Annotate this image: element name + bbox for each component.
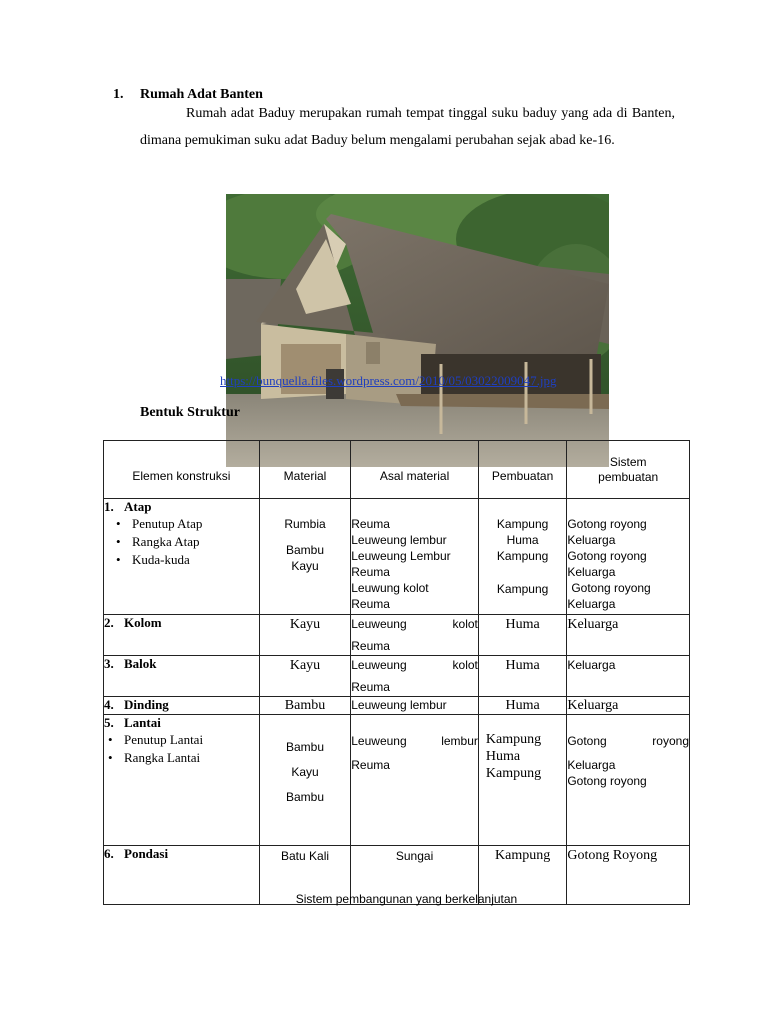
list-item: • Rangka Atap	[116, 533, 259, 551]
cell-material-pondasi: Batu Kali	[259, 846, 350, 905]
cell-material-kolom: Kayu	[259, 615, 350, 656]
cell-material-balok: Kayu	[259, 656, 350, 697]
header-material: Material	[259, 441, 350, 499]
cell-material-lantai: Bambu Kayu Bambu	[259, 715, 350, 846]
cell-sistem-dinding: Keluarga	[567, 697, 690, 715]
header-pembuatan: Pembuatan	[478, 441, 566, 499]
cell-pembuatan-atap: Kampung Huma Kampung Kampung	[478, 499, 566, 615]
cell-material-atap: Rumbia Bambu Kayu	[259, 499, 350, 615]
cell-elemen-balok: 3. Balok	[104, 656, 260, 697]
header-asal-material: Asal material	[351, 441, 479, 499]
cell-pembuatan-lantai: Kampung Huma Kampung	[478, 715, 566, 846]
cell-elemen-atap: 1. Atap • Penutup Atap • Rangka Atap • Kuda-kuda	[104, 499, 260, 615]
intro-paragraph-text: Rumah adat Baduy merupakan rumah tempat tinggal suku baduy yang ada di Banten, dimana pemukiman suku adat Baduy belum mengalami perubahan sejak abad ke-16.	[140, 106, 675, 148]
cell-elemen-pondasi: 6. Pondasi	[104, 846, 260, 905]
cell-material-dinding: Bambu	[259, 697, 350, 715]
cell-pembuatan-balok: Huma	[478, 656, 566, 697]
list-item: • Penutup Atap	[116, 515, 259, 533]
cell-elemen-dinding: 4. Dinding	[104, 697, 260, 715]
cell-asal-dinding: Leuweung lembur	[351, 697, 479, 715]
table-row-dinding	[104, 697, 690, 715]
cell-asal-atap: Reuma Leuweung lembur Leuweung Lembur Reuma Leuwung kolot Reuma	[351, 499, 479, 615]
list-item: • Kuda-kuda	[116, 551, 259, 569]
structure-subheading: Bentuk Struktur	[140, 405, 240, 420]
header-elemen: Elemen konstruksi	[104, 441, 260, 499]
cell-asal-kolom: Leuweung kolot Reuma	[351, 615, 479, 656]
baduy-house-photo	[226, 194, 609, 467]
table-row-lantai	[104, 715, 690, 846]
cell-sistem-pondasi: Gotong Royong	[567, 846, 690, 905]
cell-asal-balok: Leuweung kolot Reuma	[351, 656, 479, 697]
table-row-atap	[104, 499, 690, 615]
cell-sistem-atap: Gotong royong Keluarga Gotong royong Keluarga Gotong royong Keluarga	[567, 499, 690, 615]
cell-pembuatan-pondasi: Kampung	[478, 846, 566, 905]
header-sistem-pembuatan: Sistem pembuatan	[567, 441, 690, 499]
table-header-row	[104, 441, 690, 499]
cell-asal-lantai: Leuweung lembur Reuma	[351, 715, 479, 846]
cell-pembuatan-kolom: Huma	[478, 615, 566, 656]
list-item: • Rangka Lantai	[108, 749, 259, 767]
section-number: 1.	[113, 87, 124, 102]
section-title: Rumah Adat Banten	[140, 87, 263, 102]
table-row-kolom	[104, 615, 690, 656]
cell-sistem-lantai: Gotong royong Keluarga Gotong royong	[567, 715, 690, 846]
list-item: • Penutup Lantai	[108, 731, 259, 749]
cell-elemen-kolom: 2. Kolom	[104, 615, 260, 656]
cell-sistem-kolom: Keluarga	[567, 615, 690, 656]
table-caption: Sistem pembangunan yang berkelanjutan	[295, 892, 518, 906]
image-source-link[interactable]: https://bunquella.files.wordpress.com/2010/05/03022009047.jpg	[220, 373, 557, 388]
cell-pembuatan-dinding: Huma	[478, 697, 566, 715]
cell-sistem-balok: Keluarga	[567, 656, 690, 697]
cell-elemen-lantai: 5. Lantai • Penutup Lantai • Rangka Lantai	[104, 715, 260, 846]
structure-table	[103, 440, 690, 905]
cell-asal-pondasi: Sungai	[351, 846, 479, 905]
intro-paragraph	[140, 100, 675, 154]
table-row-balok	[104, 656, 690, 697]
